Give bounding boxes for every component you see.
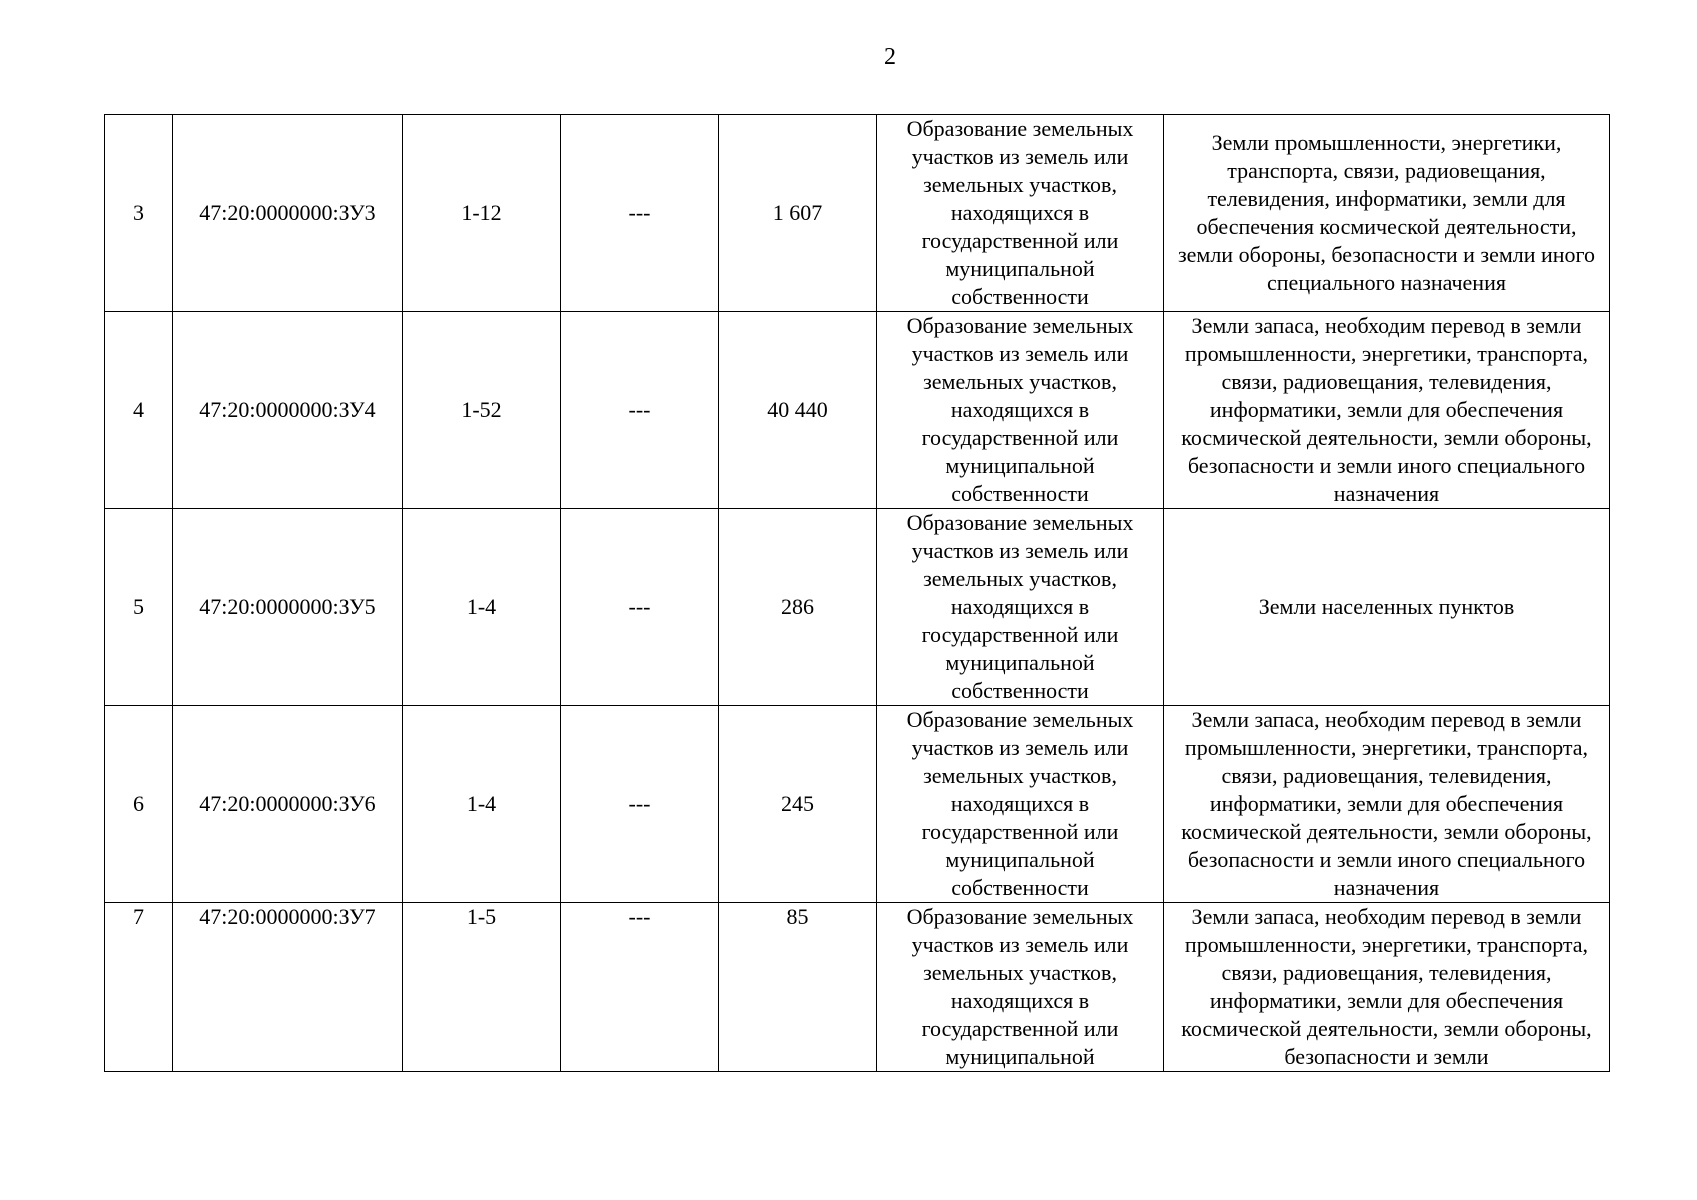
- formation-method: Образование земельных участков из земель или земельных участков, находящихся в государственной или муниципальной собственности: [877, 706, 1164, 903]
- empty-value-text: ---: [628, 904, 651, 929]
- land-category: Земли промышленности, энергетики, транспорта, связи, радиовещания, телевидения, информатики, земли для обеспечения космической деятельности, земли обороны, безопасности и земли иного специального назначения: [1164, 115, 1610, 312]
- empty-value: ---: [561, 706, 719, 903]
- empty-value: ---: [561, 312, 719, 509]
- empty-value: ---: [561, 509, 719, 706]
- area-value-text: 85: [786, 904, 809, 929]
- row-number: 6: [105, 706, 173, 903]
- boundary-points: 1-4: [403, 706, 561, 903]
- land-category: [1164, 903, 1610, 1072]
- table-row: [105, 706, 1610, 903]
- area-value: 1 607: [719, 115, 877, 312]
- formation-method: Образование земельных участков из земель или земельных участков, находящихся в государственной или муниципальной собственности: [877, 509, 1164, 706]
- land-category-text: Земли запаса, необходим перевод в земли промышленности, энергетики, транспорта, связи, радиовещания, телевидения, информатики, земли для обеспечения космической деятельности, земли обороны, безопасности и земли: [1181, 904, 1592, 1069]
- cadastral-number-text: 47:20:0000000:ЗУ7: [199, 904, 376, 929]
- table-row: [105, 509, 1610, 706]
- page-header: [0, 0, 1697, 100]
- cadastral-number: 47:20:0000000:ЗУ5: [173, 509, 403, 706]
- empty-value: [561, 903, 719, 1072]
- formation-method-text: Образование земельных участков из земель или земельных участков, находящихся в государственной или муниципальной: [906, 904, 1134, 1069]
- area-value: [719, 903, 877, 1072]
- boundary-points: 1-4: [403, 509, 561, 706]
- row-number: 4: [105, 312, 173, 509]
- empty-value: ---: [561, 115, 719, 312]
- formation-method: [877, 903, 1164, 1072]
- formation-method: Образование земельных участков из земель или земельных участков, находящихся в государственной или муниципальной собственности: [877, 312, 1164, 509]
- boundary-points-text: 1-5: [466, 904, 497, 929]
- table-row: [105, 115, 1610, 312]
- row-number: 3: [105, 115, 173, 312]
- row-number: [105, 903, 173, 1072]
- boundary-points: 1-12: [403, 115, 561, 312]
- cadastral-number: [173, 903, 403, 1072]
- formation-method: Образование земельных участков из земель или земельных участков, находящихся в государственной или муниципальной собственности: [877, 115, 1164, 312]
- page-number: 2: [884, 44, 896, 70]
- cadastral-number: 47:20:0000000:ЗУ3: [173, 115, 403, 312]
- table-row: [105, 312, 1610, 509]
- row-number: 5: [105, 509, 173, 706]
- row-number-text: 7: [133, 904, 144, 929]
- cadastral-number: 47:20:0000000:ЗУ4: [173, 312, 403, 509]
- boundary-points: [403, 903, 561, 1072]
- area-value: 40 440: [719, 312, 877, 509]
- area-value: 245: [719, 706, 877, 903]
- table-row: [105, 903, 1610, 1072]
- boundary-points: 1-52: [403, 312, 561, 509]
- area-value: 286: [719, 509, 877, 706]
- land-category: Земли запаса, необходим перевод в земли промышленности, энергетики, транспорта, связи, радиовещания, телевидения, информатики, земли для обеспечения космической деятельности, земли обороны, безопасности и земли иного специального назначения: [1164, 706, 1610, 903]
- cadastral-number: 47:20:0000000:ЗУ6: [173, 706, 403, 903]
- land-category: Земли населенных пунктов: [1164, 509, 1610, 706]
- land-category: Земли запаса, необходим перевод в земли промышленности, энергетики, транспорта, связи, радиовещания, телевидения, информатики, земли для обеспечения космической деятельности, земли обороны, безопасности и земли иного специального назначения: [1164, 312, 1610, 509]
- land-plots-table: [104, 114, 1610, 1072]
